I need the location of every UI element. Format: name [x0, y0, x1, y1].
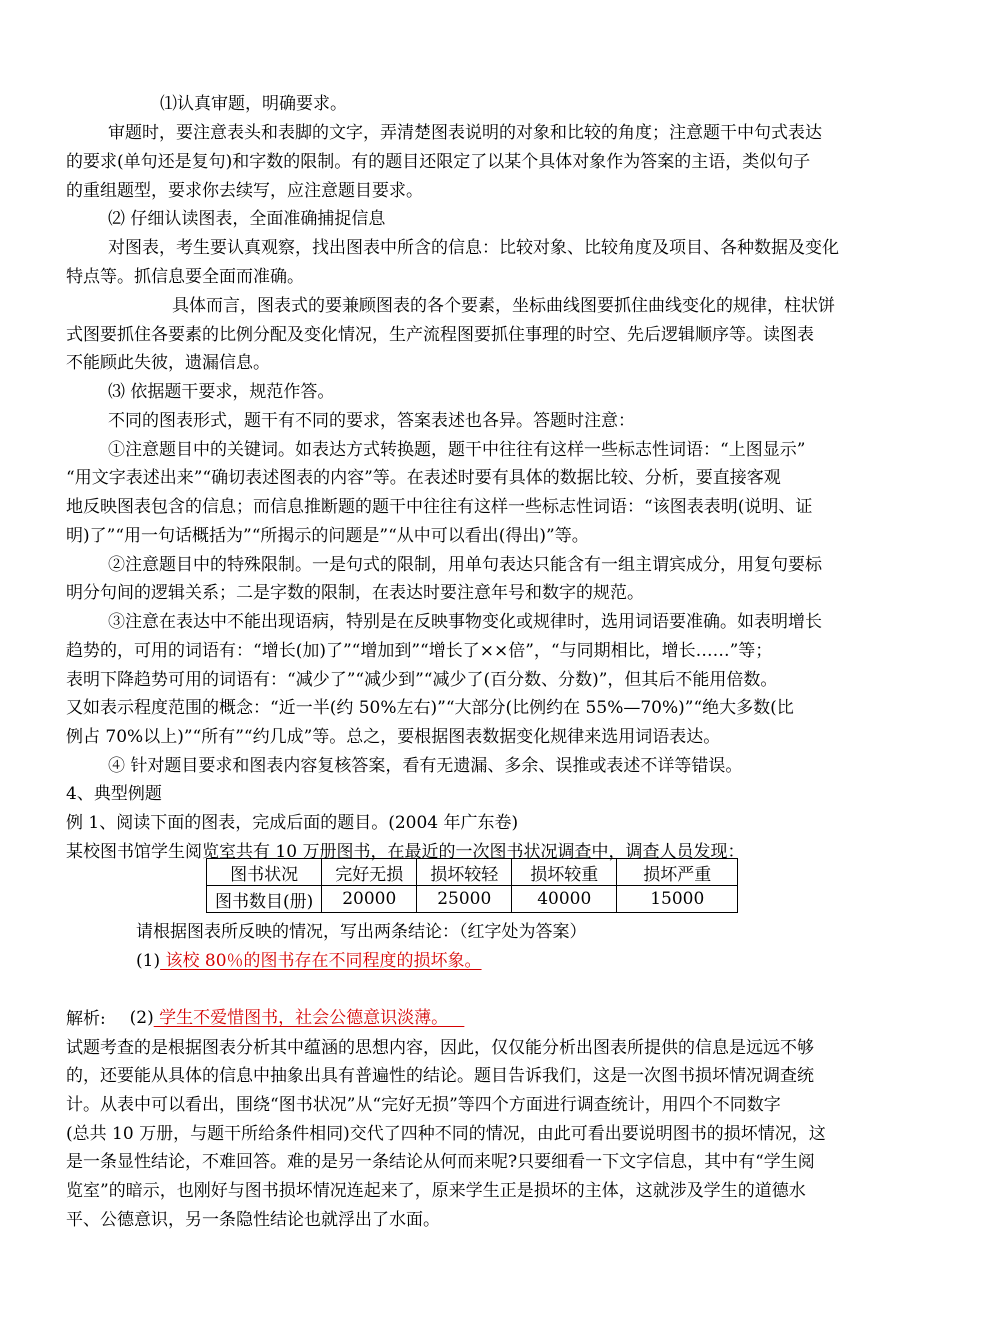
table-cell: 40000: [512, 886, 617, 913]
answer-number: (1): [136, 951, 161, 971]
table-cell: 图书数目(册): [207, 886, 322, 913]
analysis-line: 计。从表中可以看出，围绕“图书状况”从“完好无损”等四个方面进行调查统计，用四个不同数字: [66, 1095, 781, 1115]
paragraph-line: 例占 70%以上)”“所有”“约几成”等。总之，要根据图表数据变化规律来选用词语表达。: [66, 727, 721, 747]
table-row: [207, 859, 738, 886]
paragraph-line: ③注意在表达中不能出现语病，特别是在反映事物变化或规律时，选用词语要准确。如表明增长: [108, 612, 822, 632]
paragraph-line: 趋势的，可用的词语有：“增长(加)了”“增加到”“增长了××倍”，“与同期相比，增长……”等；: [66, 641, 773, 661]
paragraph-line: 不同的图表形式，题干有不同的要求，答案表述也各异。答题时注意：: [108, 411, 635, 431]
table-header-cell: 完好无损: [322, 859, 417, 886]
table-row: [207, 886, 738, 913]
paragraph-line: 明)了”“用一句话概括为”“所揭示的问题是”“从中可以看出(得出)”等。: [66, 526, 589, 546]
table-header-cell: 损坏严重: [617, 859, 738, 886]
paragraph-line: ①注意题目中的关键词。如表达方式转换题，题干中往往有这样一些标志性词语：“上图显示”: [108, 440, 806, 460]
paragraph-line: 对图表，考生要认真观察，找出图表中所含的信息：比较对象、比较角度及项目、各种数据及变化: [108, 238, 839, 258]
table-header-cell: 图书状况: [207, 859, 322, 886]
table-cell: 25000: [417, 886, 512, 913]
paragraph-line: 特点等。抓信息要全面而准确。: [66, 267, 304, 287]
paragraph-line: 具体而言，图表式的要兼顾图表的各个要素，坐标曲线图要抓住曲线变化的规律，柱状饼: [172, 296, 835, 316]
analysis-title: 解析:: [66, 1009, 106, 1029]
paragraph-line: ②注意题目中的特殊限制。一是句式的限制，用单句表达只能含有一组主谓宾成分，用复句要标: [108, 555, 822, 575]
step-3-heading: ⑶ 依据题干要求，规范作答。: [108, 382, 335, 402]
analysis-line: 试题考查的是根据图表分析其中蕴涵的思想内容，因此，仅仅能分析出图表所提供的信息是远远不够: [66, 1038, 814, 1058]
analysis-line: (总共 10 万册，与题干所给条件相同)交代了四种不同的情况，由此可看出要说明图书的损坏情况，这: [66, 1124, 826, 1144]
paragraph-line: 地反映图表包含的信息；而信息推断题的题干中往往有这样一些标志性词语：“该图表表明(说明、证: [66, 497, 813, 517]
table-header-cell: 损坏较轻: [417, 859, 512, 886]
paragraph-line: “用文字表述出来”“确切表述图表的内容”等。在表述时要有具体的数据比较、分析，要直接客观: [66, 468, 781, 488]
paragraph-line: 明分句间的逻辑关系；二是字数的限制，在表达时要注意年号和数字的规范。: [66, 583, 644, 603]
analysis-line: 的，还要能从具体的信息中抽象出具有普遍性的结论。题目告诉我们，这是一次图书损坏情况调查统: [66, 1066, 814, 1086]
answer-text: 学生不爱惜图书，社会公德意识淡薄。: [153, 1008, 465, 1028]
analysis-line: 览室”的暗示，也刚好与图书损坏情况连起来了，原来学生正是损坏的主体，这就涉及学生的道德水: [66, 1181, 806, 1201]
answer-text: 该校 80％的图书存在不同程度的损坏象。: [160, 951, 482, 971]
answer-2: [108, 976, 942, 1028]
analysis-line: 平、公德意识，另一条隐性结论也就浮出了水面。: [66, 1210, 440, 1230]
paragraph-line: 又如表示程度范围的概念：“近一半(约 50%左右)”“大部分(比例约在 55%—70%)”“绝大多数(比: [66, 698, 794, 718]
answer-1: [136, 947, 970, 975]
step-1-heading: ⑴认真审题，明确要求。: [160, 94, 347, 114]
analysis-line: 是一条显性结论，不难回答。难的是另一条结论从何而来呢?只要细看一下文字信息，其中有“学生阅: [66, 1152, 815, 1172]
question-prompt: 请根据图表所反映的情况，写出两条结论：（红字处为答案）: [136, 922, 587, 942]
table-cell: 15000: [617, 886, 738, 913]
paragraph-line: 的重组题型，要求你去续写，应注意题目要求。: [66, 181, 423, 201]
example-heading: 例 1、阅读下面的图表，完成后面的题目。(2004 年广东卷): [66, 813, 519, 833]
paragraph-line: 审题时，要注意表头和表脚的文字，弄清楚图表说明的对象和比较的角度；注意题干中句式表达: [108, 123, 822, 143]
section-heading: 4、典型例题: [66, 784, 162, 804]
book-status-table: [206, 858, 738, 913]
step-2-heading: ⑵ 仔细认读图表，全面准确捕捉信息: [108, 209, 386, 229]
example-intro: 某校图书馆学生阅览室共有 10 万册图书，在最近的一次图书状况调查中，调查人员发现：: [66, 842, 745, 862]
table-cell: 20000: [322, 886, 417, 913]
paragraph-line: ④ 针对题目要求和图表内容复核答案，看有无遗漏、多余、误推或表述不详等错误。: [108, 756, 743, 776]
paragraph-line: 的要求(单句还是复句)和字数的限制。有的题目还限定了以某个具体对象作为答案的主语，类似句子: [66, 152, 811, 172]
paragraph-line: 式图要抓住各要素的比例分配及变化情况，生产流程图要抓住事理的时空、先后逻辑顺序等。读图表: [66, 325, 814, 345]
paragraph-line: 表明下降趋势可用的词语有：“减少了”“减少到”“减少了(百分数、分数)”，但其后不能用倍数。: [66, 670, 778, 690]
answer-number: (2): [129, 1008, 154, 1028]
table-header-cell: 损坏较重: [512, 859, 617, 886]
paragraph-line: 不能顾此失彼，遗漏信息。: [66, 353, 270, 373]
